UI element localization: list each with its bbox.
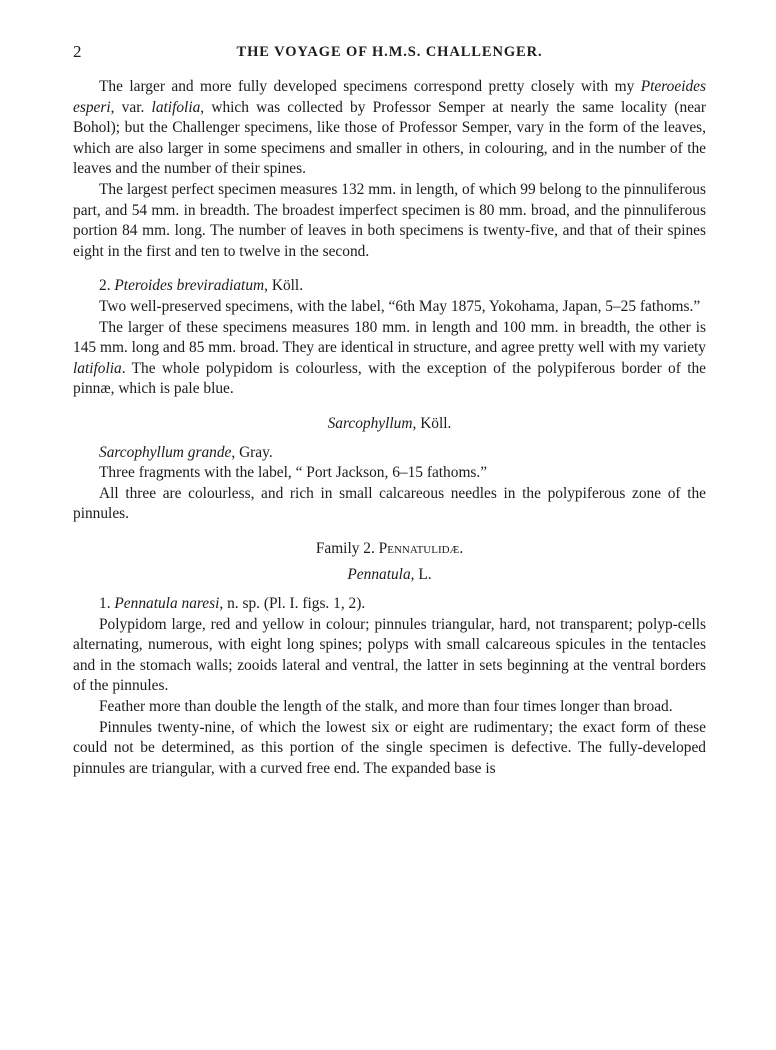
species-name: Pennatula naresi xyxy=(114,595,220,613)
species-heading-pteroides-breviradiatum xyxy=(73,276,706,297)
running-head: THE VOYAGE OF H.M.S. CHALLENGER. xyxy=(236,44,543,60)
paragraph-pteroeides-esperi xyxy=(73,77,706,180)
variety-name: latifolia xyxy=(73,359,122,377)
species-number: 1. xyxy=(99,595,115,613)
variety-name: latifolia xyxy=(151,98,201,116)
species-number: 2. xyxy=(99,277,115,295)
paragraph-text: The larger of these specimens measures 180 mm. in length and 100 mm. in breadth, the other is 145 mm. long and 85 mm. broad. They are identical in structure, and agree pretty well with my variety xyxy=(73,318,706,357)
paragraph-text: The larger and more fully developed specimens correspond pretty closely with my xyxy=(99,78,641,95)
species-author: , Gray. xyxy=(231,443,273,461)
genus-name: Pennatula xyxy=(347,566,411,584)
genus-author: , L. xyxy=(410,566,432,584)
genus-heading-pennatula xyxy=(73,565,706,586)
page-body xyxy=(73,77,706,779)
paragraph-polypidom-diagnosis: Polypidom large, red and yellow in colour; pinnules triangular, hard, not transparent; polyp-cells alternating, numerous, with eight long spines; polyps with small calcareous spicules in the tentacles and in the stomach walls; zooids lateral and ventral, the latter in sets beginning at the ventral borders of the pinnules. xyxy=(73,615,706,695)
paragraph-port-jackson-label: Three fragments with the label, “ Port Jackson, 6–15 fathoms.” xyxy=(99,464,488,482)
paragraph-feather-proportions: Feather more than double the length of the stalk, and more than four times longer than broad. xyxy=(99,698,673,716)
species-name: Pteroides breviradiatum xyxy=(114,277,265,295)
page-number: 2 xyxy=(73,42,82,61)
species-name: Pteroeides esperi xyxy=(73,78,706,116)
family-heading-pennatulidae xyxy=(73,539,706,560)
paragraph-yokohama-label: Two well-preserved specimens, with the label, “6th May 1875, Yokohama, Japan, 5–25 fathoms.” xyxy=(99,297,701,315)
species-author: , Köll. xyxy=(264,277,304,295)
species-heading-sarcophyllum-grande xyxy=(73,443,706,464)
paragraph-text: . The whole polypidom is colourless, with the exception of the polypiferous border of the pinnæ, which is pale blue. xyxy=(73,359,706,398)
genus-heading-sarcophyllum xyxy=(73,414,706,435)
paragraph-specimen-measurements: The largest perfect specimen measures 132 mm. in length, of which 99 belong to the pinnuliferous part, and 54 mm. in breadth. The broadest imperfect specimen is 80 mm. broad, and the pinnuliferous portion 84 mm. long. The number of leaves in both specimens is twenty-five, and that of their spines eight in the first and ten to twelve in the second. xyxy=(73,180,706,260)
paragraph-text: , which was collected by Professor Semper at nearly the same locality (near Bohol); but the Challenger specimens, like those of Professor Semper, vary in the form of the leaves, which are also larger in some specimens and smaller in others, in colouring, and in the number of the leaves and the number of their spines. xyxy=(73,98,706,178)
paragraph-breviradiatum-measurements xyxy=(73,318,706,400)
paragraph-text: , var. xyxy=(110,98,152,116)
paragraph-pinnules-description: Pinnules twenty-nine, of which the lowest six or eight are rudimentary; the exact form of these could not be determined, as this portion of the single specimen is defective. The fully-developed pinnules are triangular, with a curved free end. The expanded base is xyxy=(73,718,706,777)
genus-name: Sarcophyllum xyxy=(327,414,413,432)
genus-author: , Köll. xyxy=(412,414,452,432)
family-label: Family 2. xyxy=(315,539,379,557)
species-reference: , n. sp. (Pl. I. figs. 1, 2). xyxy=(219,595,366,613)
family-name: Pennatulidæ. xyxy=(378,539,464,557)
page-header xyxy=(73,42,706,62)
species-name: Sarcophyllum grande xyxy=(99,443,232,461)
species-heading-pennatula-naresi xyxy=(73,594,706,615)
paragraph-sarcophyllum-description: All three are colourless, and rich in small calcareous needles in the polypiferous zone of the pinnules. xyxy=(73,484,706,523)
book-page xyxy=(73,42,706,779)
